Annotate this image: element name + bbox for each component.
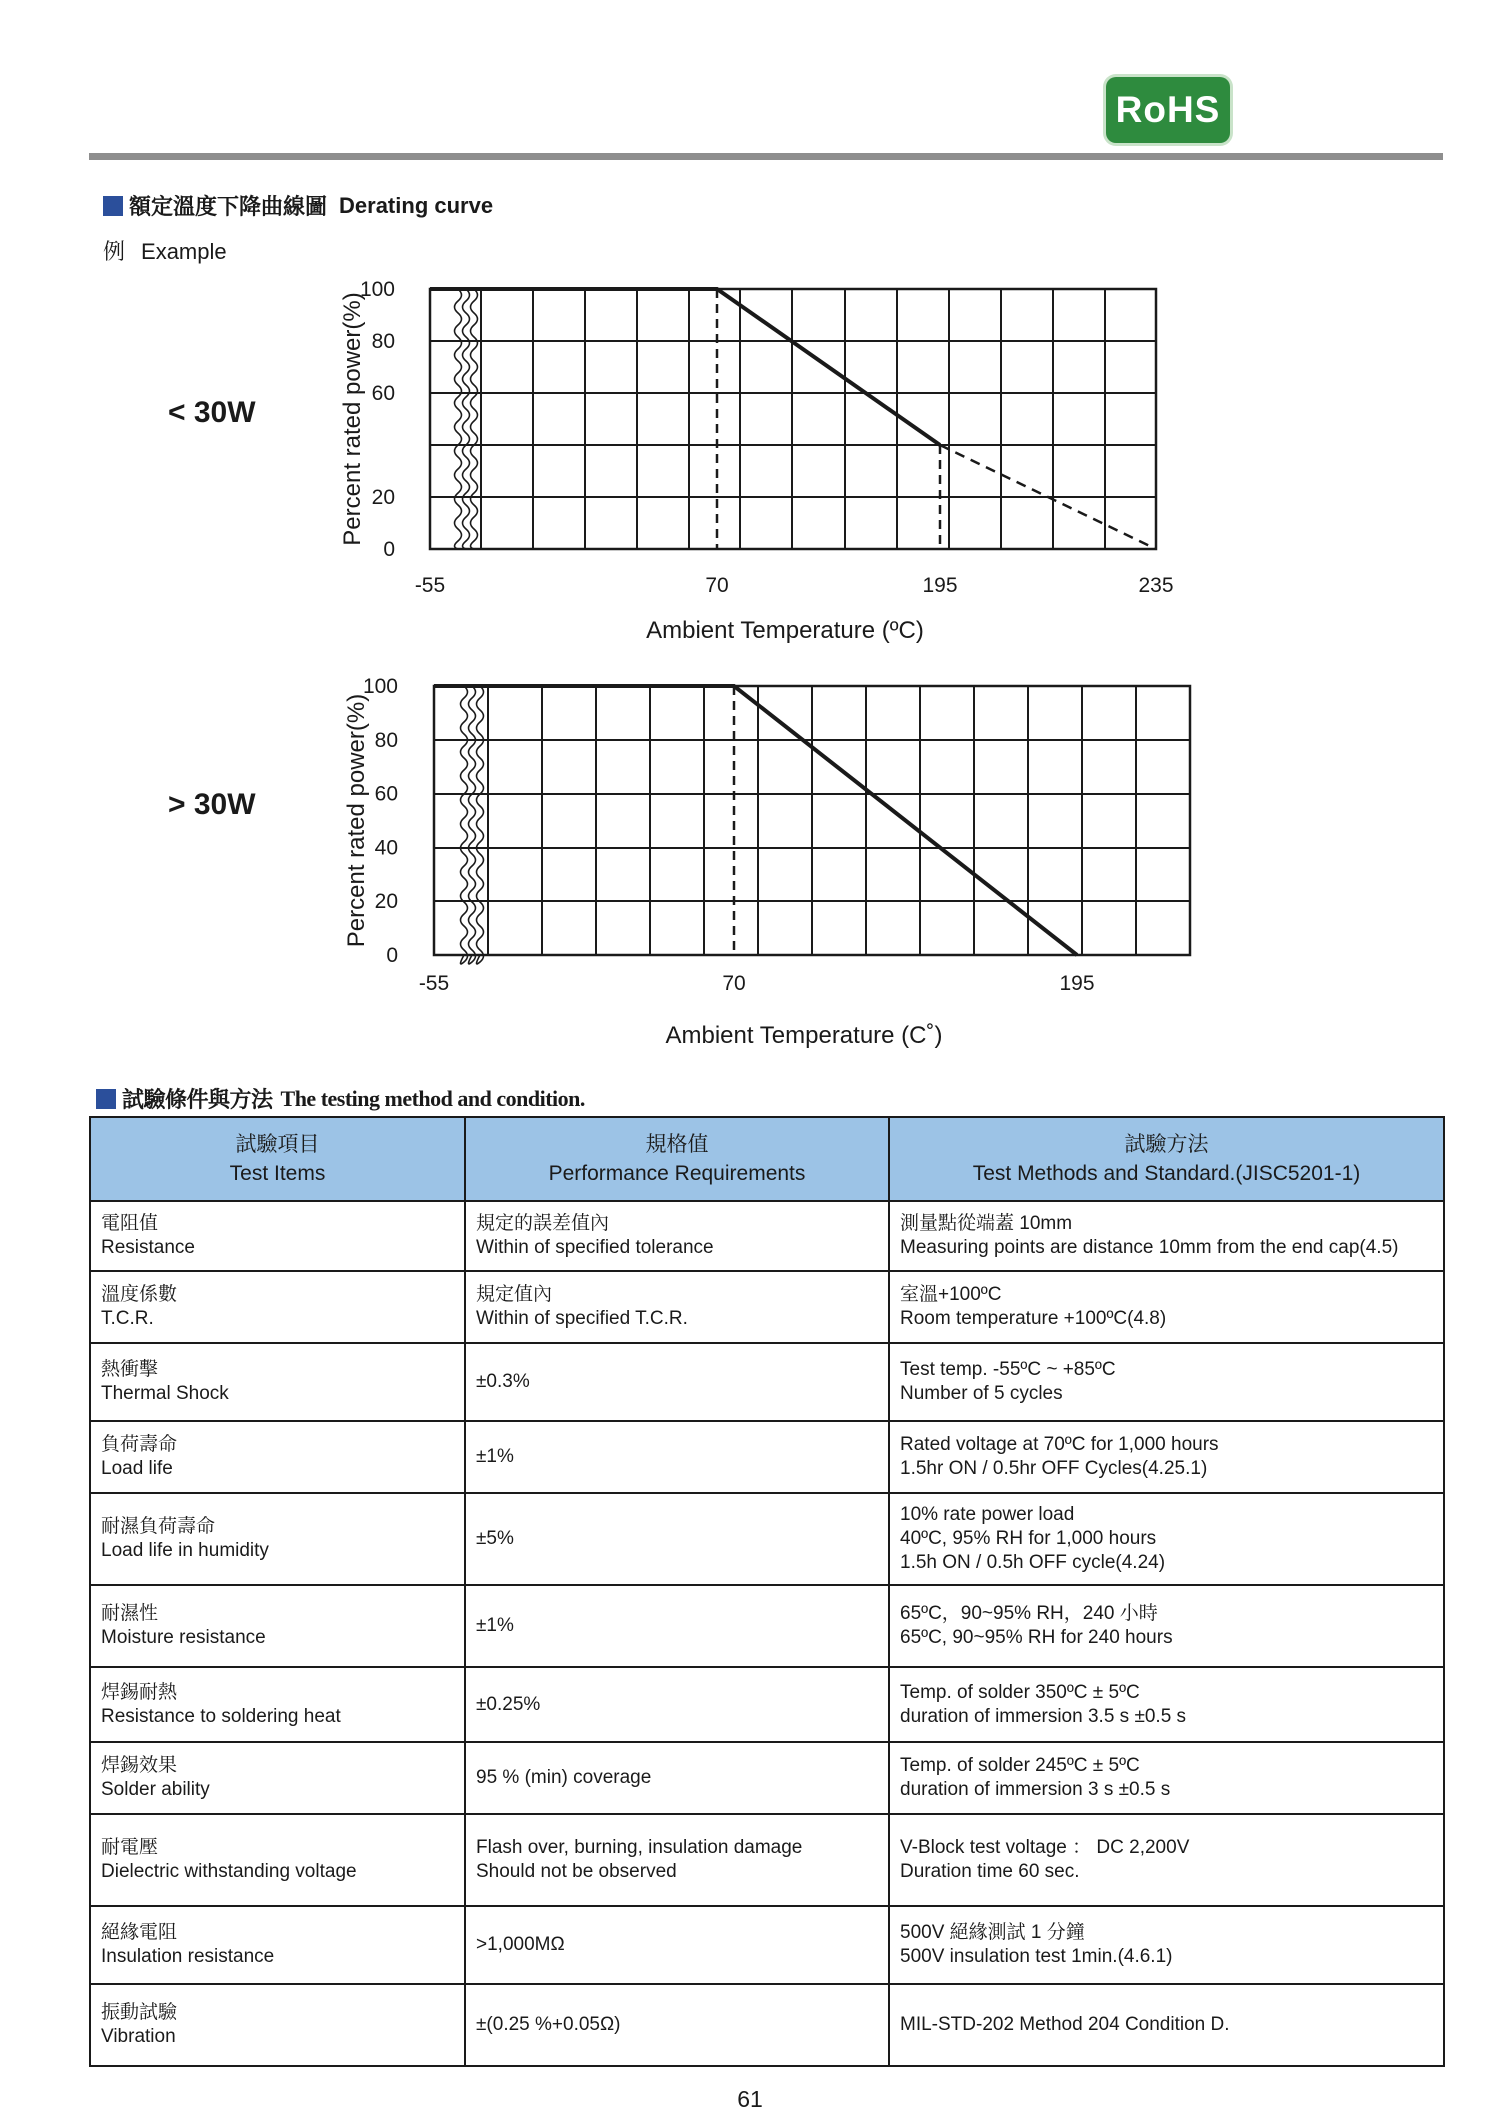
table-row [90, 1814, 1444, 1906]
axis-break-mark [455, 289, 462, 549]
chart-2 [343, 675, 1190, 1049]
y-tick-label: 60 [374, 782, 398, 806]
method-cell: Temp. of solder 245ºC ± 5ºC duration of immersion 3 s ±0.5 s [889, 1742, 1444, 1814]
derating-line [430, 289, 940, 445]
plot-frame [430, 289, 1156, 549]
derating-line [434, 686, 1077, 955]
table-header-row [90, 1117, 1444, 1201]
y-tick-label: 0 [386, 944, 398, 967]
method-cell: V-Block test voltage ： DC 2,200V Duration time 60 sec. [889, 1814, 1444, 1906]
chart1-condition-label: < 30W [168, 396, 256, 429]
x-tick-label: -55 [414, 574, 446, 597]
test-item-cell: 熱衝擊 Thermal Shock [90, 1343, 465, 1421]
x-tick-label: -55 [418, 972, 450, 995]
test-item-cell: 耐電壓 Dielectric withstanding voltage [90, 1814, 465, 1906]
y-tick-label: 20 [374, 890, 398, 914]
plot-frame [434, 686, 1190, 955]
table-row [90, 1984, 1444, 2066]
x-axis-label: Ambient Temperature (C˚) [665, 1022, 943, 1049]
axis-break-mark [461, 686, 468, 964]
x-tick-label: 195 [922, 574, 958, 597]
requirement-cell: ±0.25% [465, 1667, 889, 1742]
x-tick-label: 195 [1059, 972, 1095, 995]
y-tick-label: 20 [371, 486, 395, 509]
header-performance-requirements: 規格值 Performance Requirements [465, 1117, 889, 1201]
section-title-en: Derating curve [339, 192, 494, 218]
section-marker-icon [96, 1089, 116, 1109]
chart-1 [339, 278, 1174, 644]
axis-break-mark [471, 289, 478, 549]
requirement-cell: 規定值內 Within of specified T.C.R. [465, 1271, 889, 1343]
y-tick-label: 100 [359, 278, 395, 301]
axis-break-mark [463, 289, 470, 549]
table-row [90, 1201, 1444, 1271]
test-item-cell: 負荷壽命 Load life [90, 1421, 465, 1493]
requirement-cell: ±0.3% [465, 1343, 889, 1421]
requirement-cell: Flash over, burning, insulation damage Should not be observed [465, 1814, 889, 1906]
table-row [90, 1585, 1444, 1667]
example-label-en: Example [141, 239, 227, 264]
section-title-cn: 額定溫度下降曲線圖 [129, 194, 328, 219]
test-item-cell: 振動試驗 Vibration [90, 1984, 465, 2066]
section-marker-icon [103, 196, 123, 216]
x-tick-label: 70 [705, 574, 729, 597]
example-label-cn: 例 [103, 239, 126, 264]
table-row [90, 1906, 1444, 1984]
test-item-cell: 絕緣電阻 Insulation resistance [90, 1906, 465, 1984]
header-rule [89, 153, 1443, 160]
requirement-cell: ±1% [465, 1585, 889, 1667]
method-cell: MIL-STD-202 Method 204 Condition D. [889, 1984, 1444, 2066]
axis-break-mark [469, 686, 476, 964]
method-cell: 65ºC，90~95% RH，240 小時 65ºC, 90~95% RH for 240 hours [889, 1585, 1444, 1667]
method-cell: Test temp. -55ºC ~ +85ºC Number of 5 cycles [889, 1343, 1444, 1421]
y-axis-label: Percent rated power(%) [343, 693, 370, 948]
rohs-badge: RoHS [1106, 77, 1230, 143]
method-cell: 室溫+100ºC Room temperature +100ºC(4.8) [889, 1271, 1444, 1343]
y-tick-label: 0 [383, 538, 395, 561]
testing-section-title [96, 1083, 585, 1114]
x-axis-label: Ambient Temperature (ºC) [646, 617, 924, 644]
method-cell: 測量點從端蓋 10mm Measuring points are distance 10mm from the end cap(4.5) [889, 1201, 1444, 1271]
method-cell: 500V 絕緣測試 1 分鐘 500V insulation test 1min.(4.6.1) [889, 1906, 1444, 1984]
method-cell: Temp. of solder 350ºC ± 5ºC duration of immersion 3.5 s ±0.5 s [889, 1667, 1444, 1742]
test-item-cell: 焊錫耐熱 Resistance to soldering heat [90, 1667, 465, 1742]
test-item-cell: 電阻值 Resistance [90, 1201, 465, 1271]
method-cell: Rated voltage at 70ºC for 1,000 hours 1.5hr ON / 0.5hr OFF Cycles(4.25.1) [889, 1421, 1444, 1493]
requirement-cell: 規定的誤差值內 Within of specified tolerance [465, 1201, 889, 1271]
requirement-cell: 95 % (min) coverage [465, 1742, 889, 1814]
chart2-condition-label: > 30W [168, 788, 256, 821]
test-item-cell: 耐濕性 Moisture resistance [90, 1585, 465, 1667]
section-title-cn: 試驗條件與方法 [122, 1087, 273, 1112]
page-number: 61 [737, 2086, 763, 2112]
x-tick-label: 235 [1138, 574, 1174, 597]
requirement-cell: >1,000MΩ [465, 1906, 889, 1984]
table-row [90, 1742, 1444, 1814]
header-test-items: 試驗項目 Test Items [90, 1117, 465, 1201]
test-item-cell: 溫度係數 T.C.R. [90, 1271, 465, 1343]
requirement-cell: ±5% [465, 1493, 889, 1585]
axis-break-mark [477, 686, 484, 964]
y-tick-label: 100 [362, 675, 398, 698]
y-tick-label: 60 [371, 382, 395, 405]
table-row [90, 1271, 1444, 1343]
requirement-cell: ±(0.25 %+0.05Ω) [465, 1984, 889, 2066]
test-conditions-table [89, 1116, 1445, 2067]
y-tick-label: 40 [374, 836, 398, 860]
table-row [90, 1667, 1444, 1742]
y-tick-label: 80 [371, 330, 395, 353]
section-title-en: The testing method and condition. [280, 1085, 585, 1111]
extrapolated-line [940, 445, 1156, 549]
y-tick-label: 80 [374, 728, 398, 752]
table-row [90, 1343, 1444, 1421]
table-row [90, 1493, 1444, 1585]
y-axis-label: Percent rated power(%) [339, 292, 366, 546]
header-test-methods: 試驗方法 Test Methods and Standard.(JISC5201-1) [889, 1117, 1444, 1201]
derating-section-title [103, 190, 493, 221]
method-cell: 10% rate power load 40ºC, 95% RH for 1,000 hours 1.5h ON / 0.5h OFF cycle(4.24) [889, 1493, 1444, 1585]
x-tick-label: 70 [722, 972, 746, 995]
test-item-cell: 焊錫效果 Solder ability [90, 1742, 465, 1814]
requirement-cell: ±1% [465, 1421, 889, 1493]
example-label [103, 235, 227, 266]
test-item-cell: 耐濕負荷壽命 Load life in humidity [90, 1493, 465, 1585]
table-row [90, 1421, 1444, 1493]
